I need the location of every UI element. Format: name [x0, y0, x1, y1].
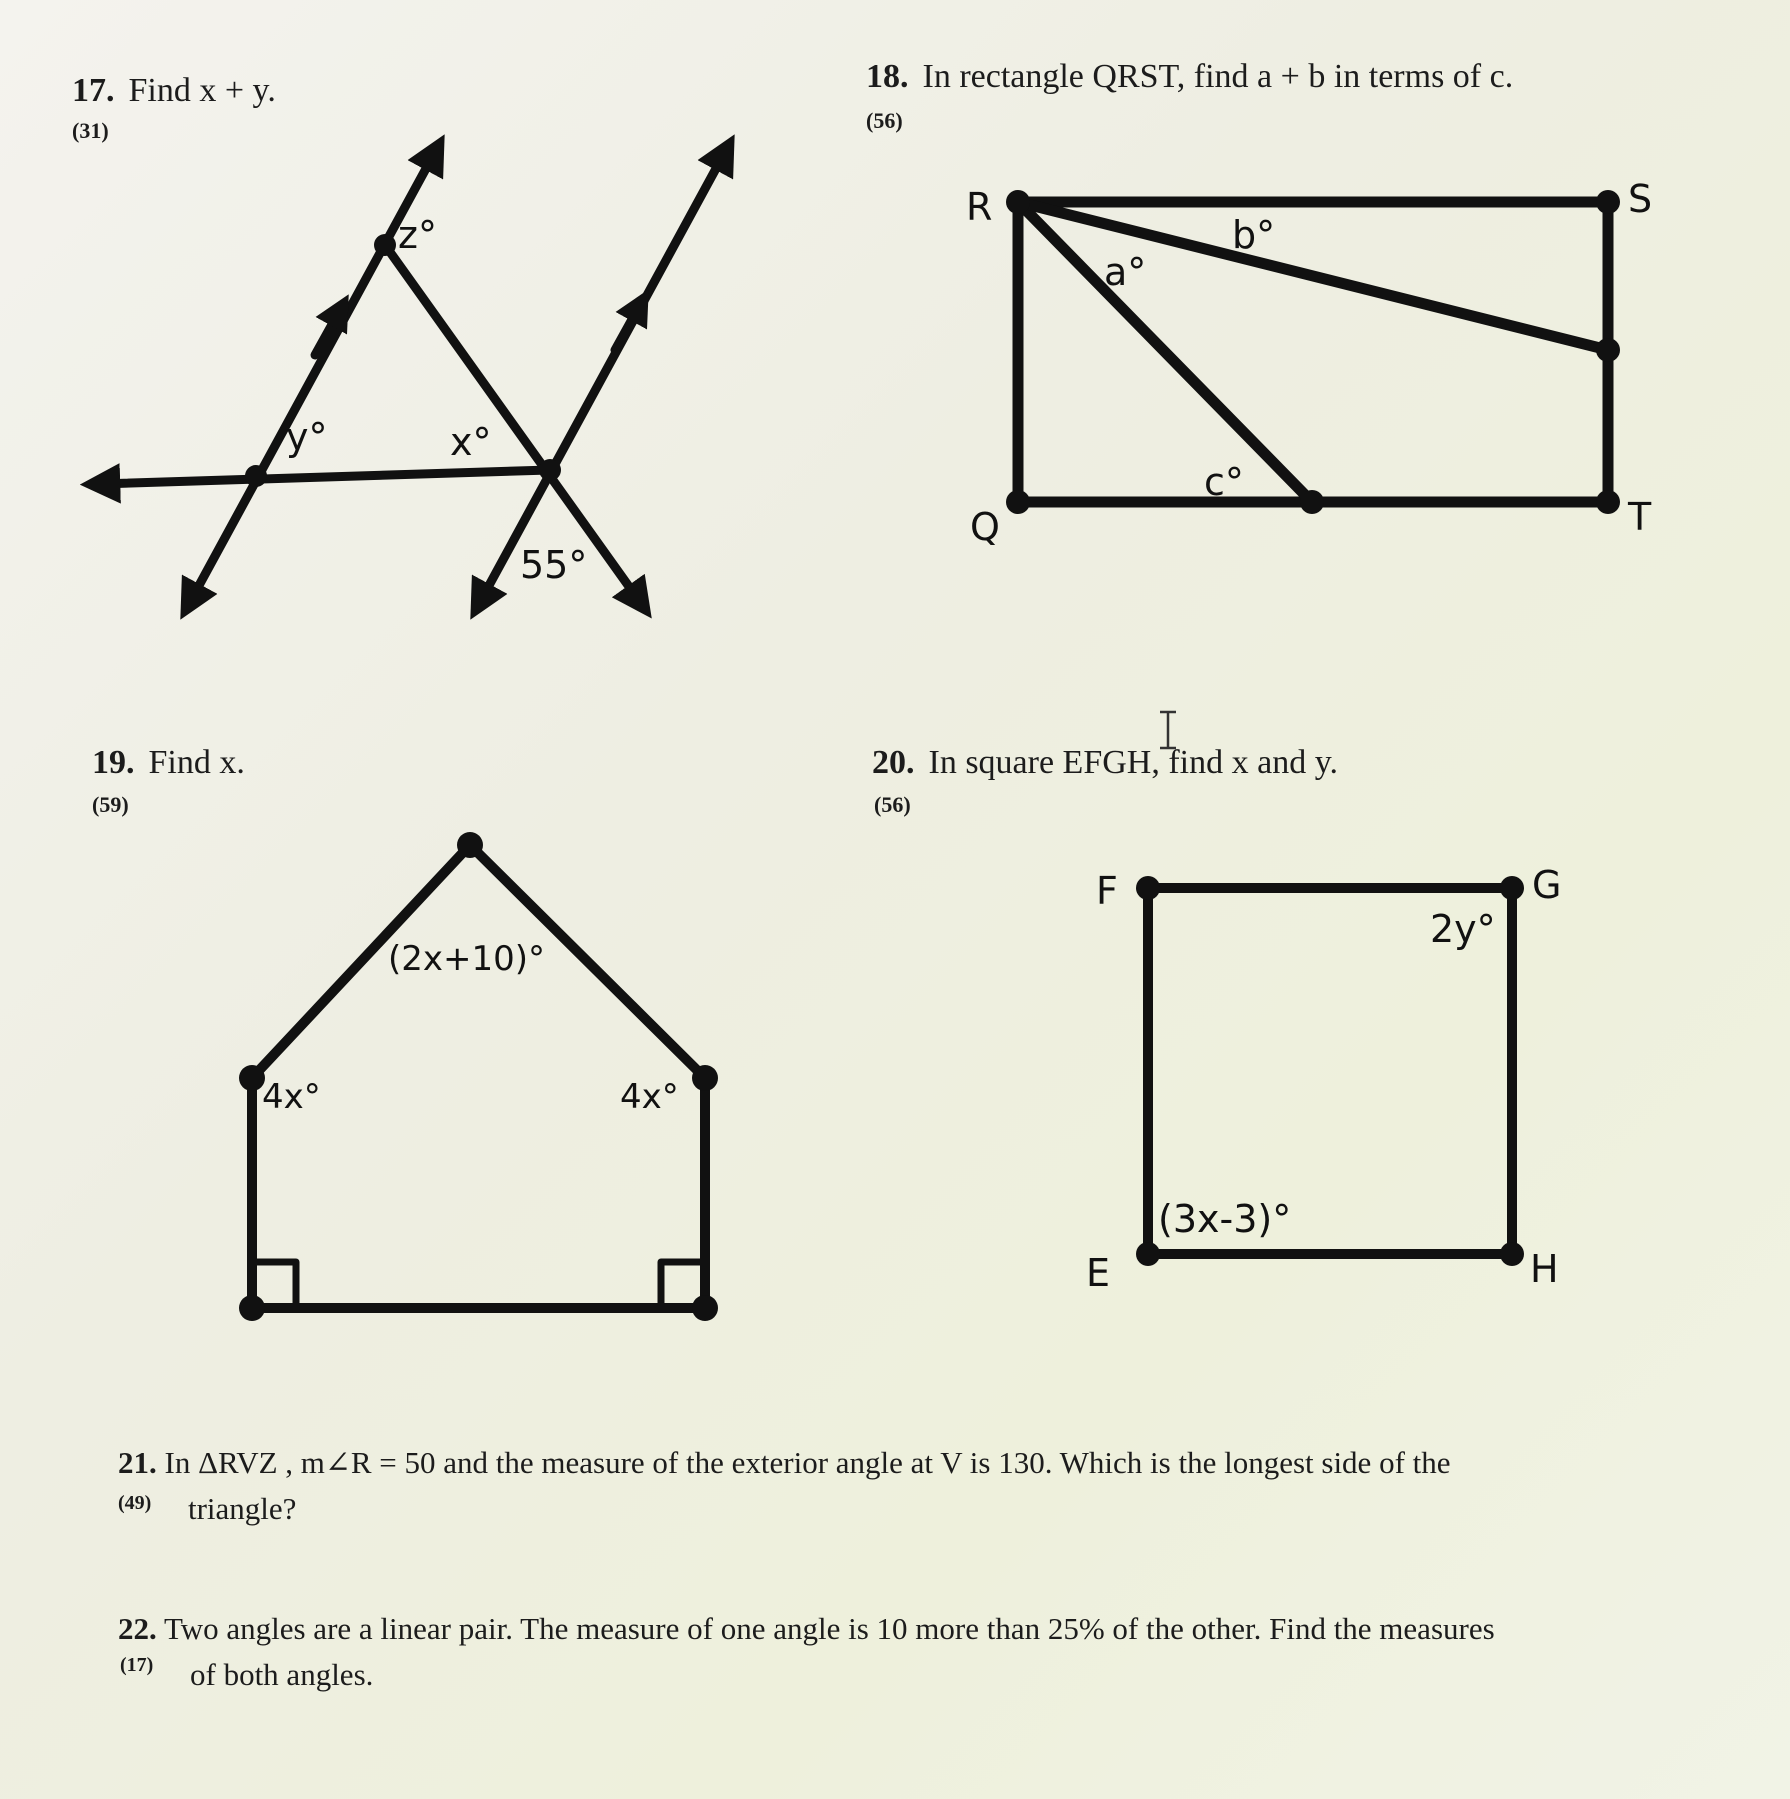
problem-text-line1: In ΔRVZ , m∠R = 50 and the measure of the exterior angle at V is 130. Which is the longest side of the: [164, 1445, 1451, 1480]
angle-label-c: c°: [1204, 460, 1244, 504]
angle-label-x: x°: [450, 420, 492, 464]
vertex-dot: [692, 1065, 718, 1091]
vertex-dot: [539, 459, 561, 481]
problem-22: [118, 1606, 1738, 1698]
problem-number: 20.: [872, 744, 915, 781]
vertex-dot: [374, 234, 396, 256]
angle-label-top: (2x+10)°: [388, 939, 546, 979]
problem-ref: (56): [866, 108, 903, 133]
angle-label-z: z°: [398, 213, 437, 257]
point-dot: [1300, 490, 1324, 514]
problem-number: 18.: [866, 58, 909, 95]
problem-21: [118, 1440, 1738, 1532]
angle-label-left: 4x°: [262, 1077, 321, 1117]
angle-label-right: 4x°: [620, 1077, 679, 1117]
vertex-label-q: Q: [970, 505, 1000, 549]
vertex-dot: [1596, 490, 1620, 514]
point-dot: [1596, 338, 1620, 362]
vertex-label-g: G: [1532, 863, 1562, 907]
horizontal-line: [100, 470, 550, 484]
problem-ref: (31): [72, 118, 109, 143]
vertex-label-r: R: [966, 185, 993, 229]
vertex-dot: [245, 465, 267, 487]
angle-label-e: (3x-3)°: [1158, 1197, 1292, 1241]
figure-18: [1006, 190, 1620, 514]
vertex-dot: [1596, 190, 1620, 214]
problem-number: 21.: [118, 1445, 157, 1480]
problem-number: 22.: [118, 1611, 157, 1646]
problem-ref: (56): [874, 792, 911, 817]
vertex-dot: [1006, 190, 1030, 214]
vertex-dot: [1136, 1242, 1160, 1266]
vertex-dot: [1500, 876, 1524, 900]
problem-ref: (17): [120, 1654, 154, 1676]
problem-number: 17.: [72, 72, 115, 109]
angle-label-g: 2y°: [1430, 907, 1496, 951]
problem-prompt: In square EFGH, find x and y.: [928, 744, 1338, 781]
angle-label-b: b°: [1232, 213, 1276, 257]
problem-prompt: Find x.: [148, 744, 245, 781]
problem-text-line1: Two angles are a linear pair. The measure of one angle is 10 more than 25% of the other. Find the measures: [163, 1611, 1495, 1646]
vertex-dot: [457, 832, 483, 858]
problem-prompt: Find x + y.: [128, 72, 276, 109]
vertex-label-f: F: [1096, 869, 1118, 913]
angle-label-y: y°: [286, 415, 328, 459]
parallel-mark-right: [615, 305, 640, 350]
problem-prompt: In rectangle QRST, find a + b in terms of c.: [922, 58, 1514, 95]
angle-label-a: a°: [1104, 250, 1147, 294]
rectangle-qrst: [1018, 202, 1608, 502]
vertex-label-h: H: [1530, 1247, 1559, 1291]
problem-ref: (49): [118, 1492, 152, 1514]
problem-ref: (59): [92, 792, 129, 817]
right-transversal: [480, 152, 725, 602]
problem-number: 19.: [92, 744, 135, 781]
vertex-dot: [1006, 490, 1030, 514]
vertex-dot: [239, 1295, 265, 1321]
vertex-dot: [692, 1295, 718, 1321]
problem-text-line2: of both angles.: [190, 1657, 374, 1692]
problem-text-line2: triangle?: [188, 1491, 297, 1526]
vertex-label-t: T: [1628, 495, 1652, 539]
angle-label-55: 55°: [520, 543, 588, 587]
vertex-dot: [1136, 876, 1160, 900]
text-cursor-icon: [1160, 712, 1176, 748]
vertex-label-s: S: [1628, 177, 1653, 221]
vertex-label-e: E: [1086, 1251, 1111, 1295]
vertex-dot: [1500, 1242, 1524, 1266]
